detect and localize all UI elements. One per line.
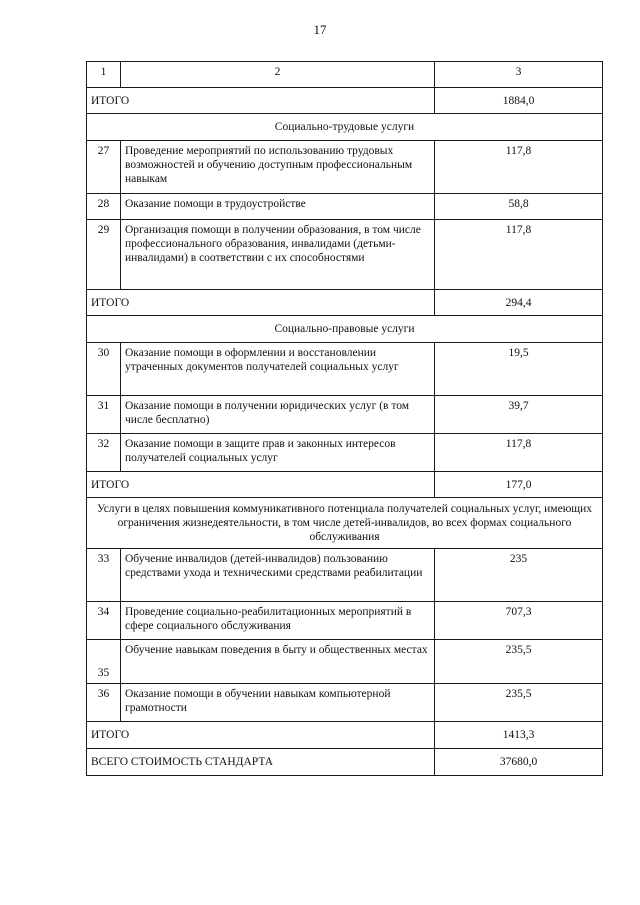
table-row [87,220,603,290]
table-row [87,396,603,434]
row-cost: 707,3 [435,602,603,640]
total-value: 1413,3 [435,722,603,749]
row-number: 35 [87,640,121,684]
row-service-name: Оказание помощи в защите прав и законных интересов получателей социальных услуг [121,434,435,472]
table-header-row [87,62,603,88]
row-number: 31 [87,396,121,434]
row-number: 34 [87,602,121,640]
row-cost: 58,8 [435,194,603,220]
total-row [87,722,603,749]
row-cost: 235,5 [435,640,603,684]
row-number: 27 [87,141,121,194]
row-cost: 117,8 [435,434,603,472]
total-value: 1884,0 [435,88,603,114]
row-cost: 117,8 [435,141,603,194]
table-row [87,434,603,472]
header-col-3: 3 [435,62,603,88]
row-service-name: Организация помощи в получении образования, в том числе профессионального образования, инвалидами (детьми-инвалидами) в соответствии с их способностями [121,220,435,290]
section-title: Социально-правовые услуги [87,316,603,343]
total-value: 294,4 [435,290,603,316]
header-col-2: 2 [121,62,435,88]
section-title-row [87,316,603,343]
row-service-name: Обучение навыкам поведения в быту и общественных местах [121,640,435,684]
row-cost: 235 [435,549,603,602]
section-title-row [87,498,603,549]
row-cost: 19,5 [435,343,603,396]
total-row [87,290,603,316]
total-value: 177,0 [435,472,603,498]
table-row [87,141,603,194]
row-service-name: Оказание помощи в обучении навыкам компьютерной грамотности [121,684,435,722]
total-label: ИТОГО [87,290,435,316]
total-label: ИТОГО [87,472,435,498]
table-row [87,343,603,396]
table-row [87,194,603,220]
grand-total-row [87,749,603,776]
total-label: ИТОГО [87,88,435,114]
row-service-name: Оказание помощи в получении юридических услуг (в том числе бесплатно) [121,396,435,434]
row-number: 28 [87,194,121,220]
row-service-name: Проведение социально-реабилитационных мероприятий в сфере социального обслуживания [121,602,435,640]
table-row [87,640,603,684]
row-service-name: Оказание помощи в трудоустройстве [121,194,435,220]
row-number: 29 [87,220,121,290]
standard-cost-table [86,61,603,776]
row-service-name: Проведение мероприятий по использованию трудовых возможностей и обучению доступным профессиональным навыкам [121,141,435,194]
row-number: 30 [87,343,121,396]
row-service-name: Обучение инвалидов (детей-инвалидов) пользованию средствами ухода и техническими средствами реабилитации [121,549,435,602]
row-cost: 39,7 [435,396,603,434]
row-number: 36 [87,684,121,722]
section-title: Социально-трудовые услуги [87,114,603,141]
table-row [87,549,603,602]
row-cost: 117,8 [435,220,603,290]
total-label: ИТОГО [87,722,435,749]
grand-total-value: 37680,0 [435,749,603,776]
grand-total-label: ВСЕГО СТОИМОСТЬ СТАНДАРТА [87,749,435,776]
row-number: 32 [87,434,121,472]
table-row [87,684,603,722]
section-title-row [87,114,603,141]
row-cost: 235,5 [435,684,603,722]
page-number: 17 [313,22,327,37]
total-row [87,472,603,498]
table-row [87,602,603,640]
section-title: Услуги в целях повышения коммуникативного потенциала получателей социальных услуг, имеющих ограничения жизнедеятельности, в том числе детей-инвалидов, во всех формах социального обслуживания [87,498,603,549]
header-col-1: 1 [87,62,121,88]
row-number: 33 [87,549,121,602]
total-row [87,88,603,114]
row-service-name: Оказание помощи в оформлении и восстановлении утраченных документов получателей социальных услуг [121,343,435,396]
